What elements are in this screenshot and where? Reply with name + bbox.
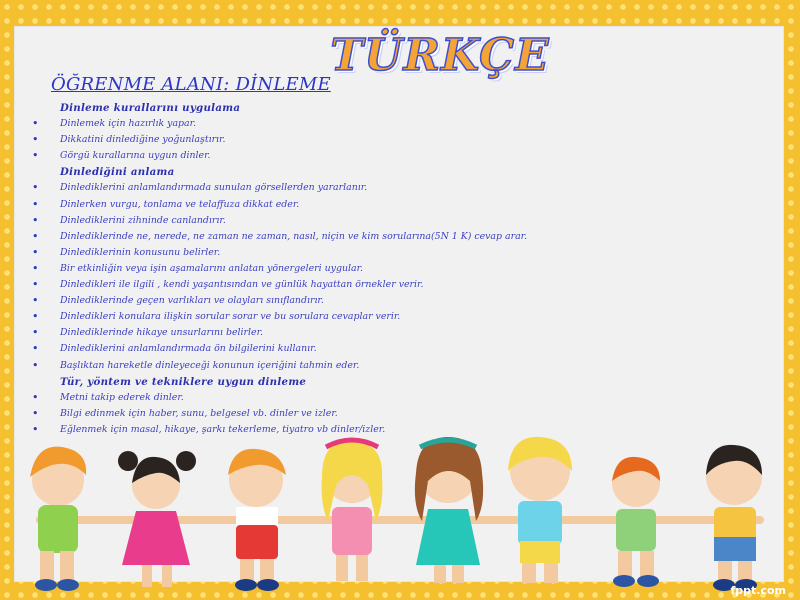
bullet-icon: • [32,278,39,292]
list-item [30,245,750,261]
bullet-icon: • [32,133,39,147]
list-item [30,213,750,229]
bullet-icon: • [32,390,39,404]
bullet-icon: • [32,406,39,420]
item-text: Dinledikleri ile ilgili , kendi yaşantısından ve günlük hayattan örnekler verir. [60,279,424,291]
bullet-icon: • [32,213,39,227]
outcomes-list [30,100,750,438]
list-item [30,197,750,213]
section-subheading [30,100,750,116]
bullet-icon: • [32,181,39,195]
list-item [30,325,750,341]
list-item [30,341,750,357]
item-text: Tür, yöntem ve tekniklere uygun dinleme [60,375,307,388]
child-figure [415,437,483,583]
item-text: Metni takip ederek dinler. [60,391,184,403]
section-subheading [30,374,750,390]
list-item [30,148,750,164]
bullet-icon: • [32,261,39,275]
slide-title: TÜRKÇE [330,30,550,81]
list-item [30,132,750,148]
item-text: Dinlediklerini anlamlandırmada ön bilgilerini kullanır. [60,343,317,355]
bullet-icon: • [32,422,39,436]
list-item [30,116,750,132]
item-text: Dinlediklerinde ne, nerede, ne zaman ne zaman, nasıl, niçin ve kim sorularına(5N 1 K) cevap arar. [60,230,528,242]
bullet-icon: • [32,229,39,243]
list-item [30,229,750,245]
item-text: Bilgi edinmek için haber, sunu, belgesel vb. dinler ve izler. [60,407,338,419]
fppt-logo-text[interactable]: fppt.com [730,584,786,597]
item-text: Dinlemek için hazırlık yapar. [60,118,197,130]
item-text: Başlıktan hareketle dinleyeceği konunun içeriğini tahmin eder. [60,359,360,371]
item-text: Dinlerken vurgu, tonlama ve telaffuza dikkat eder. [60,198,300,210]
bullet-icon: • [32,197,39,211]
child-figure [706,445,762,591]
children-illustration [0,425,800,600]
child-figure [322,440,383,581]
list-item [30,293,750,309]
bullet-icon: • [32,326,39,340]
list-item [30,277,750,293]
bullet-icon: • [32,294,39,308]
bullet-icon: • [32,342,39,356]
list-item [30,358,750,374]
section-subheading [30,164,750,180]
learning-area-heading: ÖĞRENME ALANI: DİNLEME [51,74,331,95]
child-figure [612,457,660,587]
list-item [30,390,750,406]
item-text: Dinlediklerinin konusunu belirler. [60,246,221,258]
list-item [30,261,750,277]
bullet-icon: • [32,149,39,163]
bullet-icon: • [32,310,39,324]
list-item [30,406,750,422]
item-text: Görgü kurallarına uygun dinler. [60,150,211,162]
bullet-icon: • [32,245,39,259]
bullet-icon: • [32,117,39,131]
item-text: Dinlediklerinde hikaye unsurlarını belirler. [60,327,263,339]
list-item [30,309,750,325]
item-text: Dinleme kurallarını uygulama [60,102,241,114]
item-text: Dinlediğini anlama [60,166,175,179]
list-item [30,180,750,196]
child-figure [228,449,286,591]
child-figure [508,437,572,583]
item-text: Dinlediklerini anlamlandırmada sunulan görsellerden yararlanır. [60,182,368,194]
item-text: Bir etkinliğin veya işin aşamalarını anlatan yönergeleri uygular. [60,262,364,274]
item-text: Dikkatini dinlediğine yoğunlaştırır. [60,134,226,146]
item-text: Dinledikleri konulara ilişkin sorular sorar ve bu sorulara cevaplar verir. [60,311,401,323]
item-text: Eğlenmek için masal, hikaye, şarkı tekerleme, tiyatro vb dinler/izler. [60,423,386,435]
item-text: Dinlediklerini zihninde canlandırır. [60,214,226,226]
item-text: Dinlediklerinde geçen varlıkları ve olayları sınıflandırır. [60,295,324,307]
bullet-icon: • [32,358,39,372]
child-figure [30,447,86,591]
